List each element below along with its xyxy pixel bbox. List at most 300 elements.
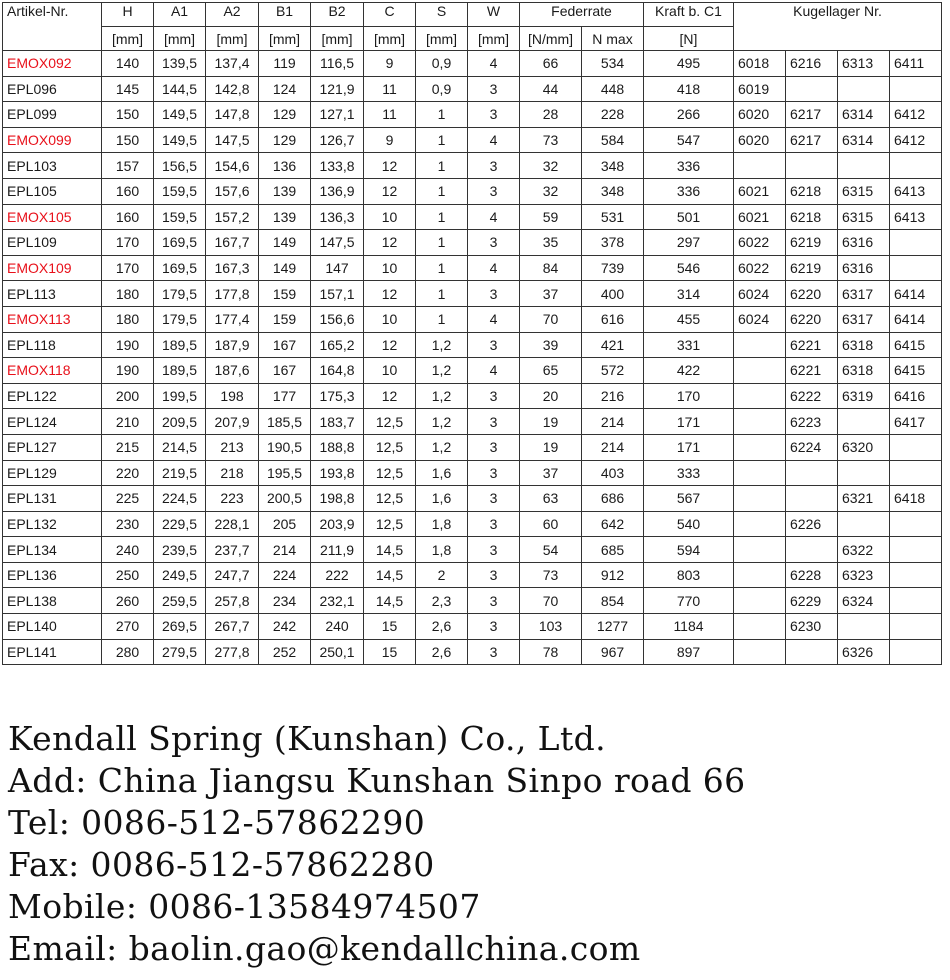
bearing-cell: 6315	[838, 178, 890, 204]
value-cell: 154,6	[206, 153, 259, 179]
value-cell: 222	[311, 562, 364, 588]
value-cell: 157,2	[206, 204, 259, 230]
value-cell: 193,8	[311, 460, 364, 486]
value-cell: 11	[364, 102, 416, 128]
value-cell: 1	[416, 230, 468, 256]
header-kraft: Kraft b. C1	[644, 3, 734, 27]
value-cell: 1,8	[416, 511, 468, 537]
value-cell: 247,7	[206, 562, 259, 588]
bearing-cell: 6322	[838, 537, 890, 563]
value-cell: 37	[520, 460, 582, 486]
value-cell: 1,6	[416, 460, 468, 486]
article-number: EMOX092	[3, 51, 102, 77]
value-cell: 219,5	[154, 460, 206, 486]
value-cell: 170	[644, 383, 734, 409]
bearing-cell: 6413	[890, 204, 942, 230]
bearing-cell	[890, 460, 942, 486]
company-fax: Fax: 0086-512-57862280	[8, 845, 435, 884]
article-number: EMOX109	[3, 255, 102, 281]
value-cell: 3	[468, 562, 520, 588]
value-cell: 223	[206, 486, 259, 512]
value-cell: 14,5	[364, 562, 416, 588]
value-cell: 1,2	[416, 358, 468, 384]
bearing-cell: 6318	[838, 332, 890, 358]
value-cell: 147	[311, 255, 364, 281]
bearing-cell: 6320	[838, 434, 890, 460]
table-row	[3, 102, 942, 128]
value-cell: 63	[520, 486, 582, 512]
value-cell: 214	[582, 434, 644, 460]
value-cell: 1,2	[416, 383, 468, 409]
value-cell: 3	[468, 588, 520, 614]
value-cell: 234	[259, 588, 311, 614]
bearing-cell	[734, 409, 786, 435]
value-cell: 60	[520, 511, 582, 537]
header-row	[3, 3, 942, 27]
value-cell: 44	[520, 76, 582, 102]
table-row	[3, 358, 942, 384]
bearing-cell: 6224	[786, 434, 838, 460]
header-c: C	[364, 3, 416, 27]
value-cell: 156,6	[311, 306, 364, 332]
value-cell: 257,8	[206, 588, 259, 614]
bearing-cell	[838, 511, 890, 537]
value-cell: 686	[582, 486, 644, 512]
article-number: EPL122	[3, 383, 102, 409]
value-cell: 10	[364, 358, 416, 384]
value-cell: 770	[644, 588, 734, 614]
value-cell: 739	[582, 255, 644, 281]
bearing-cell: 6413	[890, 178, 942, 204]
bearing-cell: 6314	[838, 102, 890, 128]
company-mobile: Mobile: 0086-13584974507	[8, 887, 481, 926]
value-cell: 147,8	[206, 102, 259, 128]
table-row	[3, 76, 942, 102]
value-cell: 547	[644, 127, 734, 153]
bearing-cell	[734, 383, 786, 409]
value-cell: 448	[582, 76, 644, 102]
value-cell: 180	[102, 306, 154, 332]
unit-cell: [mm]	[259, 27, 311, 51]
table-row	[3, 537, 942, 563]
value-cell: 239,5	[154, 537, 206, 563]
bearing-cell: 6220	[786, 306, 838, 332]
value-cell: 12	[364, 178, 416, 204]
article-number: EPL124	[3, 409, 102, 435]
value-cell: 150	[102, 102, 154, 128]
value-cell: 4	[468, 51, 520, 77]
value-cell: 534	[582, 51, 644, 77]
value-cell: 103	[520, 614, 582, 640]
value-cell: 157,6	[206, 178, 259, 204]
value-cell: 249,5	[154, 562, 206, 588]
value-cell: 198,8	[311, 486, 364, 512]
bearing-cell: 6222	[786, 383, 838, 409]
bearing-cell	[734, 588, 786, 614]
value-cell: 3	[468, 76, 520, 102]
value-cell: 348	[582, 153, 644, 179]
value-cell: 39	[520, 332, 582, 358]
value-cell: 9	[364, 51, 416, 77]
value-cell: 277,8	[206, 639, 259, 665]
header-h: H	[102, 3, 154, 27]
value-cell: 183,7	[311, 409, 364, 435]
value-cell: 121,9	[311, 76, 364, 102]
value-cell: 167,7	[206, 230, 259, 256]
value-cell: 242	[259, 614, 311, 640]
unit-cell: [mm]	[364, 27, 416, 51]
value-cell: 501	[644, 204, 734, 230]
article-number: EMOX099	[3, 127, 102, 153]
contact-block	[8, 718, 746, 970]
table-row	[3, 639, 942, 665]
value-cell: 203,9	[311, 511, 364, 537]
bearing-cell	[890, 639, 942, 665]
value-cell: 9	[364, 127, 416, 153]
value-cell: 228,1	[206, 511, 259, 537]
value-cell: 139	[259, 204, 311, 230]
value-cell: 266	[644, 102, 734, 128]
unit-cell: [mm]	[154, 27, 206, 51]
article-number: EPL096	[3, 76, 102, 102]
value-cell: 331	[644, 332, 734, 358]
bearing-cell: 6223	[786, 409, 838, 435]
value-cell: 3	[468, 102, 520, 128]
value-cell: 4	[468, 204, 520, 230]
value-cell: 147,5	[206, 127, 259, 153]
value-cell: 136,9	[311, 178, 364, 204]
value-cell: 15	[364, 639, 416, 665]
bearing-cell: 6216	[786, 51, 838, 77]
header-kugellager: Kugellager Nr.	[734, 3, 942, 51]
value-cell: 170	[102, 255, 154, 281]
value-cell: 150	[102, 127, 154, 153]
unit-cell: [N]	[644, 27, 734, 51]
bearing-cell: 6018	[734, 51, 786, 77]
value-cell: 3	[468, 434, 520, 460]
value-cell: 215	[102, 434, 154, 460]
value-cell: 11	[364, 76, 416, 102]
bearing-cell	[890, 76, 942, 102]
value-cell: 267,7	[206, 614, 259, 640]
value-cell: 116,5	[311, 51, 364, 77]
bearing-cell: 6313	[838, 51, 890, 77]
value-cell: 180	[102, 281, 154, 307]
bearing-cell: 6415	[890, 332, 942, 358]
bearing-cell	[734, 614, 786, 640]
value-cell: 78	[520, 639, 582, 665]
table-row	[3, 332, 942, 358]
value-cell: 0,9	[416, 51, 468, 77]
value-cell: 1	[416, 306, 468, 332]
value-cell: 2,3	[416, 588, 468, 614]
value-cell: 175,3	[311, 383, 364, 409]
table-row	[3, 614, 942, 640]
bearing-cell	[890, 153, 942, 179]
value-cell: 854	[582, 588, 644, 614]
value-cell: 270	[102, 614, 154, 640]
bearing-cell	[734, 434, 786, 460]
bearing-cell	[734, 537, 786, 563]
value-cell: 210	[102, 409, 154, 435]
bearing-cell: 6228	[786, 562, 838, 588]
value-cell: 336	[644, 178, 734, 204]
bearing-cell	[838, 153, 890, 179]
value-cell: 685	[582, 537, 644, 563]
value-cell: 225	[102, 486, 154, 512]
value-cell: 189,5	[154, 358, 206, 384]
value-cell: 260	[102, 588, 154, 614]
article-number: EPL113	[3, 281, 102, 307]
value-cell: 199,5	[154, 383, 206, 409]
header-b1: B1	[259, 3, 311, 27]
value-cell: 139,5	[154, 51, 206, 77]
value-cell: 1	[416, 204, 468, 230]
bearing-cell: 6412	[890, 127, 942, 153]
value-cell: 188,8	[311, 434, 364, 460]
table-row	[3, 255, 942, 281]
value-cell: 159	[259, 281, 311, 307]
bearing-cell: 6412	[890, 102, 942, 128]
unit-cell: [mm]	[102, 27, 154, 51]
bearing-cell: 6218	[786, 178, 838, 204]
bearing-cell	[890, 562, 942, 588]
value-cell: 237,7	[206, 537, 259, 563]
value-cell: 3	[468, 230, 520, 256]
table-row	[3, 383, 942, 409]
bearing-cell: 6317	[838, 306, 890, 332]
value-cell: 803	[644, 562, 734, 588]
value-cell: 200,5	[259, 486, 311, 512]
bearing-cell: 6229	[786, 588, 838, 614]
bearing-cell: 6020	[734, 127, 786, 153]
bearing-cell: 6418	[890, 486, 942, 512]
value-cell: 145	[102, 76, 154, 102]
table-row	[3, 486, 942, 512]
value-cell: 73	[520, 127, 582, 153]
table-row	[3, 153, 942, 179]
bearing-cell	[734, 358, 786, 384]
value-cell: 159,5	[154, 178, 206, 204]
article-number: EPL131	[3, 486, 102, 512]
value-cell: 314	[644, 281, 734, 307]
value-cell: 149,5	[154, 102, 206, 128]
value-cell: 12	[364, 153, 416, 179]
value-cell: 232,1	[311, 588, 364, 614]
bearing-cell	[734, 486, 786, 512]
value-cell: 126,7	[311, 127, 364, 153]
header-a1: A1	[154, 3, 206, 27]
value-cell: 12	[364, 281, 416, 307]
value-cell: 214	[259, 537, 311, 563]
value-cell: 400	[582, 281, 644, 307]
value-cell: 3	[468, 614, 520, 640]
value-cell: 167	[259, 358, 311, 384]
bearing-cell: 6226	[786, 511, 838, 537]
bearing-cell: 6414	[890, 281, 942, 307]
value-cell: 169,5	[154, 230, 206, 256]
value-cell: 3	[468, 383, 520, 409]
bearing-cell: 6411	[890, 51, 942, 77]
value-cell: 230	[102, 511, 154, 537]
value-cell: 1,6	[416, 486, 468, 512]
company-name: Kendall Spring (Kunshan) Co., Ltd.	[8, 719, 607, 758]
value-cell: 35	[520, 230, 582, 256]
value-cell: 12,5	[364, 511, 416, 537]
spec-table	[2, 2, 942, 665]
value-cell: 348	[582, 178, 644, 204]
value-cell: 3	[468, 460, 520, 486]
value-cell: 1	[416, 281, 468, 307]
value-cell: 269,5	[154, 614, 206, 640]
value-cell: 642	[582, 511, 644, 537]
value-cell: 12	[364, 230, 416, 256]
spec-table-body	[3, 51, 942, 665]
value-cell: 137,4	[206, 51, 259, 77]
value-cell: 495	[644, 51, 734, 77]
bearing-cell	[786, 537, 838, 563]
bearing-cell	[734, 332, 786, 358]
header-w: W	[468, 3, 520, 27]
value-cell: 171	[644, 434, 734, 460]
bearing-cell	[890, 434, 942, 460]
header-artikel: Artikel-Nr.	[3, 3, 102, 51]
bearing-cell: 6321	[838, 486, 890, 512]
unit-cell: [mm]	[416, 27, 468, 51]
value-cell: 195,5	[259, 460, 311, 486]
value-cell: 185,5	[259, 409, 311, 435]
value-cell: 2,6	[416, 639, 468, 665]
value-cell: 14,5	[364, 588, 416, 614]
bearing-cell	[786, 76, 838, 102]
value-cell: 4	[468, 127, 520, 153]
value-cell: 142,8	[206, 76, 259, 102]
value-cell: 229,5	[154, 511, 206, 537]
bearing-cell: 6316	[838, 255, 890, 281]
article-number: EPL134	[3, 537, 102, 563]
value-cell: 1	[416, 178, 468, 204]
value-cell: 240	[311, 614, 364, 640]
value-cell: 252	[259, 639, 311, 665]
value-cell: 280	[102, 639, 154, 665]
value-cell: 333	[644, 460, 734, 486]
value-cell: 1,2	[416, 409, 468, 435]
value-cell: 144,5	[154, 76, 206, 102]
value-cell: 159	[259, 306, 311, 332]
table-row	[3, 562, 942, 588]
table-row	[3, 281, 942, 307]
value-cell: 209,5	[154, 409, 206, 435]
article-number: EMOX118	[3, 358, 102, 384]
value-cell: 4	[468, 306, 520, 332]
value-cell: 259,5	[154, 588, 206, 614]
value-cell: 157,1	[311, 281, 364, 307]
value-cell: 250	[102, 562, 154, 588]
header-b2: B2	[311, 3, 364, 27]
value-cell: 3	[468, 486, 520, 512]
table-row	[3, 230, 942, 256]
bearing-cell: 6022	[734, 255, 786, 281]
bearing-cell: 6318	[838, 358, 890, 384]
bearing-cell	[890, 588, 942, 614]
value-cell: 20	[520, 383, 582, 409]
bearing-cell: 6221	[786, 358, 838, 384]
value-cell: 187,9	[206, 332, 259, 358]
value-cell: 200	[102, 383, 154, 409]
bearing-cell: 6219	[786, 230, 838, 256]
value-cell: 216	[582, 383, 644, 409]
table-row	[3, 127, 942, 153]
company-tel: Tel: 0086-512-57862290	[8, 803, 426, 842]
value-cell: 1,2	[416, 332, 468, 358]
value-cell: 157	[102, 153, 154, 179]
value-cell: 546	[644, 255, 734, 281]
unit-cell: [mm]	[311, 27, 364, 51]
header-a2: A2	[206, 3, 259, 27]
value-cell: 1	[416, 102, 468, 128]
value-cell: 119	[259, 51, 311, 77]
value-cell: 59	[520, 204, 582, 230]
value-cell: 187,6	[206, 358, 259, 384]
article-number: EPL132	[3, 511, 102, 537]
value-cell: 1	[416, 153, 468, 179]
value-cell: 3	[468, 511, 520, 537]
value-cell: 214,5	[154, 434, 206, 460]
value-cell: 15	[364, 614, 416, 640]
bearing-cell	[890, 255, 942, 281]
article-number: EPL103	[3, 153, 102, 179]
article-number: EPL138	[3, 588, 102, 614]
bearing-cell: 6024	[734, 306, 786, 332]
value-cell: 12,5	[364, 486, 416, 512]
unit-cell: [N/mm]	[520, 27, 582, 51]
value-cell: 124	[259, 76, 311, 102]
value-cell: 10	[364, 306, 416, 332]
value-cell: 211,9	[311, 537, 364, 563]
bearing-cell: 6220	[786, 281, 838, 307]
value-cell: 190,5	[259, 434, 311, 460]
bearing-cell: 6326	[838, 639, 890, 665]
value-cell: 177,4	[206, 306, 259, 332]
value-cell: 136,3	[311, 204, 364, 230]
value-cell: 179,5	[154, 306, 206, 332]
article-number: EPL136	[3, 562, 102, 588]
table-row	[3, 460, 942, 486]
bearing-cell	[838, 460, 890, 486]
company-email: Email: baolin.gao@kendallchina.com	[8, 929, 641, 968]
bearing-cell: 6219	[786, 255, 838, 281]
table-row	[3, 511, 942, 537]
value-cell: 224,5	[154, 486, 206, 512]
value-cell: 214	[582, 409, 644, 435]
value-cell: 1	[416, 255, 468, 281]
unit-cell: [mm]	[206, 27, 259, 51]
value-cell: 129	[259, 127, 311, 153]
table-row	[3, 178, 942, 204]
value-cell: 3	[468, 153, 520, 179]
bearing-cell: 6317	[838, 281, 890, 307]
bearing-cell: 6316	[838, 230, 890, 256]
value-cell: 147,5	[311, 230, 364, 256]
value-cell: 66	[520, 51, 582, 77]
value-cell: 167	[259, 332, 311, 358]
value-cell: 1	[416, 127, 468, 153]
value-cell: 14,5	[364, 537, 416, 563]
table-row	[3, 434, 942, 460]
bearing-cell	[734, 639, 786, 665]
value-cell: 220	[102, 460, 154, 486]
bearing-cell: 6416	[890, 383, 942, 409]
